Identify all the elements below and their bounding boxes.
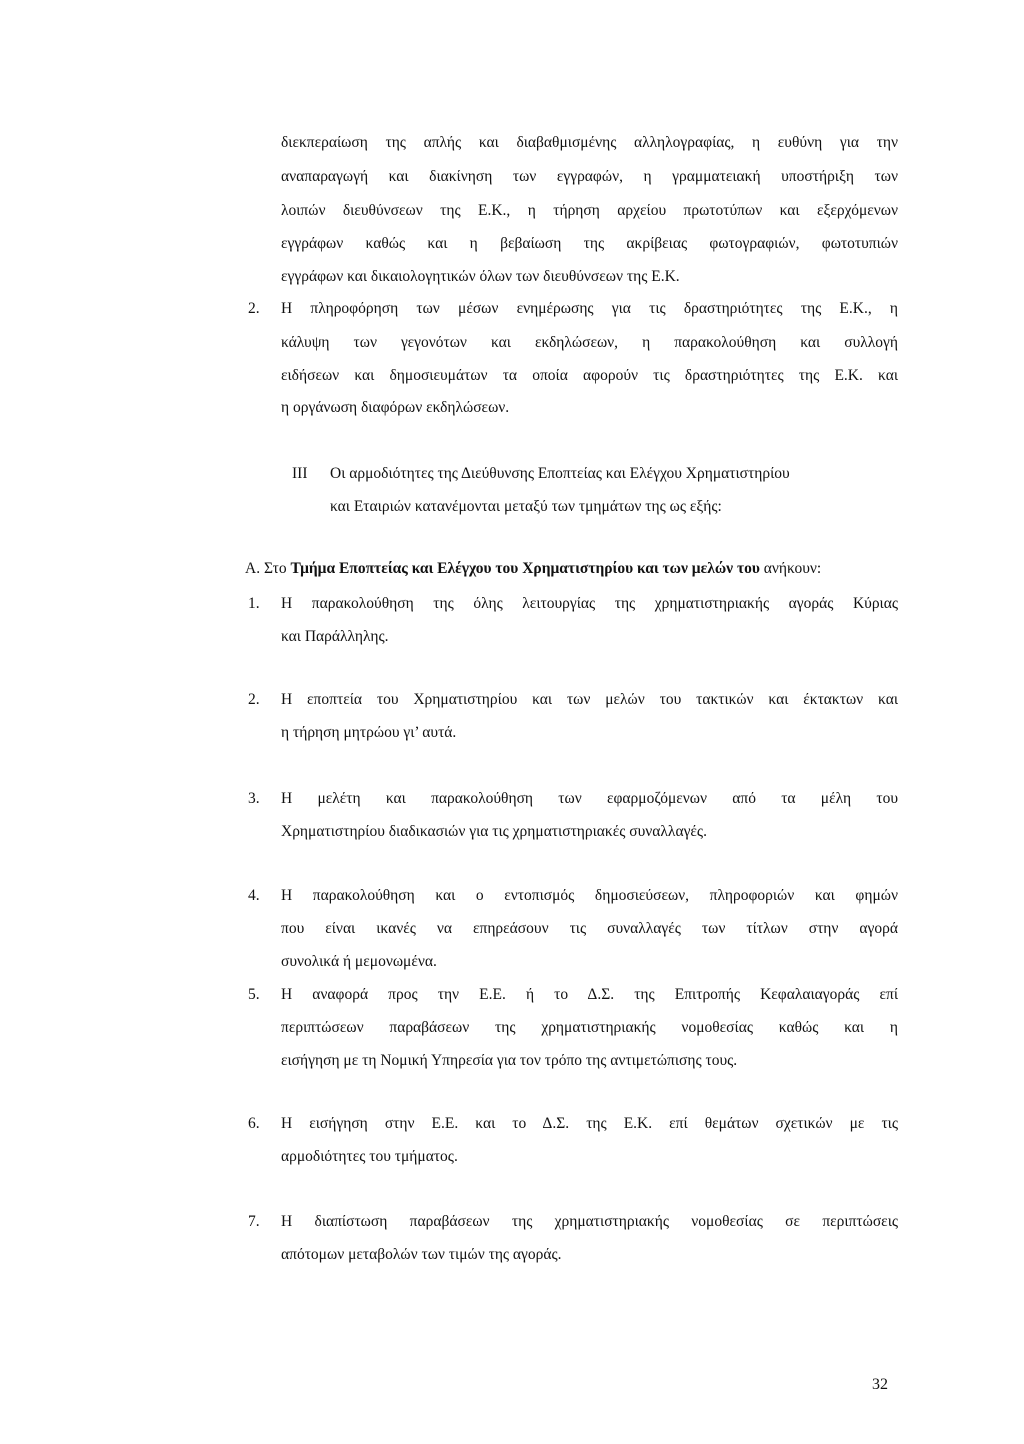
text-line: κάλυψη των γεγονότων και εκδηλώσεων, η παρακολούθηση και συλλογή bbox=[281, 334, 898, 351]
text-line: εισήγηση με τη Νομική Υπηρεσία για τον τρόπο της αντιμετώπισης τους. bbox=[281, 1052, 738, 1069]
text-line: Η παρακολούθηση της όλης λειτουργίας της χρηματιστηριακής αγοράς Κύριας bbox=[281, 595, 898, 612]
item-number: 2. bbox=[248, 300, 260, 317]
text-line: απότομων μεταβολών των τιμών της αγοράς. bbox=[281, 1246, 562, 1263]
heading-bold: Τμήμα Εποπτείας και Ελέγχου του Χρηματιστηρίου και των μελών του bbox=[290, 560, 760, 577]
text-line: Η πληροφόρηση των μέσων ενημέρωσης για τις δραστηριότητες της Ε.Κ., η bbox=[281, 300, 898, 317]
text-line: ειδήσεων και δημοσιευμάτων τα οποία αφορούν τις δραστηριότητες της Ε.Κ. και bbox=[281, 367, 898, 384]
text-line: συνολικά ή μεμονωμένα. bbox=[281, 953, 437, 970]
item-number: 4. bbox=[248, 887, 260, 904]
item-number: 2. bbox=[248, 691, 260, 708]
text-line: Η παρακολούθηση και ο εντοπισμός δημοσιεύσεων, πληροφοριών και φημών bbox=[281, 887, 898, 904]
section-number: III bbox=[292, 465, 308, 482]
text-line: Η αναφορά προς την Ε.Ε. ή το Δ.Σ. της Επιτροπής Κεφαλαιαγοράς επί bbox=[281, 986, 898, 1003]
text-line: αρμοδιότητες του τμήματος. bbox=[281, 1148, 458, 1165]
text-line: διεκπεραίωση της απλής και διαβαθμισμένης αλληλογραφίας, η ευθύνη για την bbox=[281, 134, 898, 151]
text-line: και Εταιριών κατανέμονται μεταξύ των τμημάτων της ως εξής: bbox=[330, 498, 722, 515]
section-heading bbox=[245, 559, 821, 579]
text-line: και Παράλληλης. bbox=[281, 628, 389, 645]
text-line: Η διαπίστωση παραβάσεων της χρηματιστηριακής νομοθεσίας σε περιπτώσεις bbox=[281, 1213, 898, 1230]
text-line: λοιπών διευθύνσεων της Ε.Κ., η τήρηση αρχείου πρωτοτύπων και εξερχόμενων bbox=[281, 202, 898, 219]
text-line: Χρηματιστηρίου διαδικασιών για τις χρηματιστηριακές συναλλαγές. bbox=[281, 823, 707, 840]
text-line: Η μελέτη και παρακολούθηση των εφαρμοζόμενων από τα μέλη του bbox=[281, 790, 898, 807]
item-number: 3. bbox=[248, 790, 260, 807]
text-line: αναπαραγωγή και διακίνηση των εγγραφών, η γραμματειακή υποστήριξη των bbox=[281, 168, 898, 185]
text-line: εγγράφων καθώς και η βεβαίωση της ακρίβειας φωτογραφιών, φωτοτυπιών bbox=[281, 235, 898, 252]
item-number: 7. bbox=[248, 1213, 260, 1230]
item-number: 6. bbox=[248, 1115, 260, 1132]
text-line: Οι αρμοδιότητες της Διεύθυνσης Εποπτείας και Ελέγχου Χρηματιστηρίου bbox=[330, 465, 790, 482]
text-line: Η εποπτεία του Χρηματιστηρίου και των μελών του τακτικών και έκτακτων και bbox=[281, 691, 898, 708]
heading-prefix: Α. Στο bbox=[245, 560, 291, 577]
text-line: που είναι ικανές να επηρεάσουν τις συναλλαγές των τίτλων στην αγορά bbox=[281, 920, 898, 937]
text-line: η τήρηση μητρώου γι’ αυτά. bbox=[281, 724, 457, 741]
text-line: Η εισήγηση στην Ε.Ε. και το Δ.Σ. της Ε.Κ. επί θεμάτων σχετικών με τις bbox=[281, 1115, 898, 1132]
item-number: 5. bbox=[248, 986, 260, 1003]
text-line: εγγράφων και δικαιολογητικών όλων των διευθύνσεων της Ε.Κ. bbox=[281, 268, 680, 285]
page-number: 32 bbox=[872, 1376, 888, 1393]
item-number: 1. bbox=[248, 595, 260, 612]
heading-suffix: ανήκουν: bbox=[759, 560, 822, 577]
text-line: περιπτώσεων παραβάσεων της χρηματιστηριακής νομοθεσίας καθώς και η bbox=[281, 1019, 898, 1036]
text-line: η οργάνωση διαφόρων εκδηλώσεων. bbox=[281, 399, 510, 416]
